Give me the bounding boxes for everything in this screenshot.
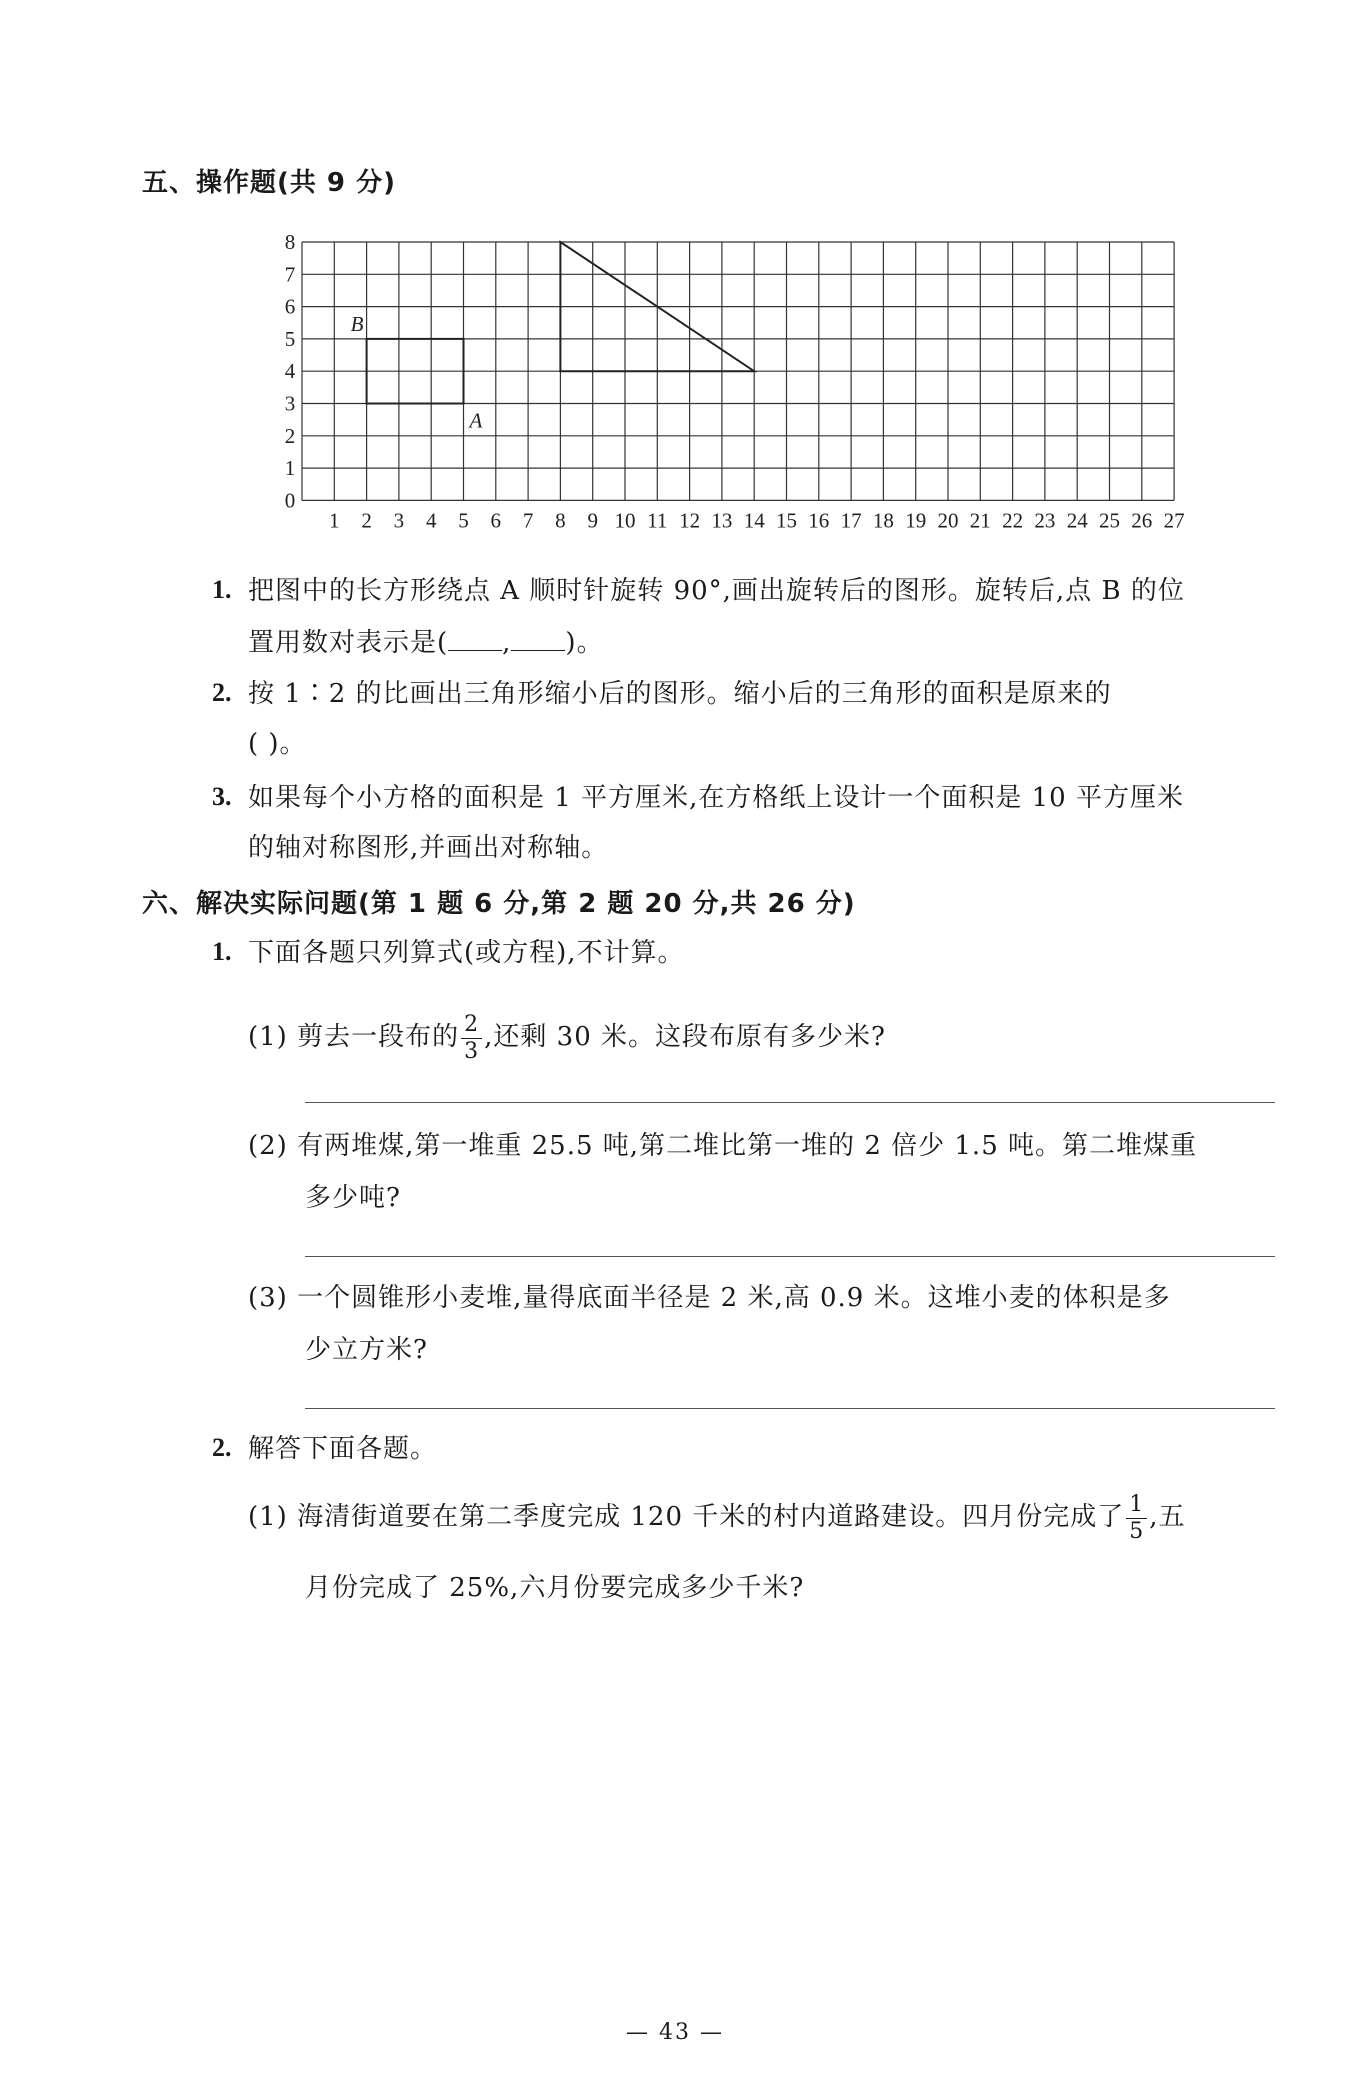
x-axis-label: 24 [1066,508,1088,533]
question-number: 1. [212,575,232,604]
answer-line[interactable] [305,1408,1275,1409]
x-axis-label: 17 [840,508,862,533]
fraction [461,1012,482,1065]
question-text: 把图中的长方形绕点 A 顺时针旋转 90°,画出旋转后的图形。旋转后,点 B 的位 [248,576,1185,606]
y-axis-label: 4 [284,359,296,384]
question-number: 2. [212,1433,232,1462]
question-number: 2. [212,678,232,707]
y-axis-label: 3 [284,391,296,416]
fraction [1126,1492,1147,1545]
sub-question-text: 有两堆煤,第一堆重 25.5 吨,第二堆比第一堆的 2 倍少 1.5 吨。第二堆煤重 [297,1131,1198,1161]
y-axis-label: 2 [284,423,296,448]
x-axis-label: 23 [1034,508,1056,533]
sub-question-label: (1) [248,1022,288,1052]
x-axis-label: 11 [647,508,668,533]
y-axis-label: 6 [284,294,296,319]
point-label-a: A [469,408,483,433]
fraction-denominator: 3 [464,1038,480,1064]
question-text: 如果每个小方格的面积是 1 平方厘米,在方格纸上设计一个面积是 10 平方厘米 [248,783,1184,813]
sub-question-text: 一个圆锥形小麦堆,量得底面半径是 2 米,高 0.9 米。这堆小麦的体积是多 [297,1283,1171,1313]
coordinate-grid [270,230,1210,540]
answer-blank[interactable] [448,628,502,651]
question-text-line2 [248,617,604,669]
x-axis-label: 12 [679,508,701,533]
y-axis-label: 8 [284,230,296,254]
question-text-fragment: )。 [565,628,604,658]
fraction-numerator: 1 [1126,1492,1147,1519]
question-text: 按 1∶2 的比画出三角形缩小后的图形。缩小后的三角形的面积是原来的 [248,679,1112,709]
section-title-practical-problems: 六、解决实际问题(第 1 题 6 分,第 2 题 20 分,共 26 分) [142,889,856,919]
sub-question [248,1272,1171,1324]
page-number: — 43 — [626,2020,724,2045]
answer-line[interactable] [305,1256,1275,1257]
sub-question [248,1486,1186,1548]
x-axis-label: 5 [458,508,469,533]
x-axis-label: 25 [1099,508,1120,533]
sub-question-label: (2) [248,1131,288,1161]
x-axis-label: 20 [937,508,959,533]
answer-line[interactable] [305,1102,1275,1103]
x-axis-label: 19 [905,508,927,533]
x-axis-label: 2 [361,508,372,533]
sub-question-text: 多少吨? [305,1183,401,1213]
x-axis-label: 10 [614,508,636,533]
sub-question-label: (3) [248,1283,288,1313]
sub-question [248,1007,886,1067]
section-title-operations: 五、操作题(共 9 分) [142,168,396,198]
x-axis-label: 16 [808,508,830,533]
x-axis-label: 22 [1002,508,1024,533]
x-axis-label: 9 [587,508,598,533]
y-axis-label: 0 [284,488,296,513]
fraction-denominator: 5 [1129,1518,1145,1544]
answer-parentheses[interactable]: ( )。 [248,729,307,759]
question-stem: 解答下面各题。 [248,1434,438,1464]
sub-question-text: 海清街道要在第二季度完成 120 千米的村内道路建设。四月份完成了 [297,1502,1125,1532]
x-axis-label: 18 [872,508,894,533]
sub-question-label: (1) [248,1502,288,1532]
sub-question-text: ,还剩 30 米。这段布原有多少米? [484,1022,886,1052]
question-text: 的轴对称图形,并画出对称轴。 [248,833,609,863]
x-axis-label: 15 [776,508,797,533]
x-axis-label: 8 [555,508,566,533]
question-number: 1. [212,937,232,966]
x-axis-label: 3 [393,508,405,533]
sub-question-text: ,五 [1149,1502,1186,1532]
question-number: 3. [212,782,232,811]
fraction-numerator: 2 [461,1012,482,1039]
x-axis-label: 7 [522,508,534,533]
sub-question-text: 剪去一段布的 [297,1022,460,1052]
x-axis-label: 27 [1163,508,1185,533]
x-axis-label: 6 [490,508,502,533]
y-axis-label: 7 [284,262,296,287]
sub-question [248,1120,1197,1172]
x-axis-label: 21 [969,508,991,533]
x-axis-label: 4 [425,508,437,533]
sub-question-text: 月份完成了 25%,六月份要完成多少千米? [305,1573,805,1603]
x-axis-label: 1 [329,508,340,533]
point-label-b: B [350,311,364,336]
x-axis-label: 14 [743,508,765,533]
sub-question-text: 少立方米? [305,1335,428,1365]
x-axis-label: 26 [1131,508,1153,533]
y-axis-label: 1 [284,456,296,481]
answer-blank[interactable] [511,628,565,651]
question-text-fragment: 置用数对表示是( [248,628,449,658]
question-text-fragment: , [502,628,512,658]
y-axis-label: 5 [284,326,296,351]
question-stem: 下面各题只列算式(或方程),不计算。 [248,938,685,968]
x-axis-label: 13 [711,508,733,533]
